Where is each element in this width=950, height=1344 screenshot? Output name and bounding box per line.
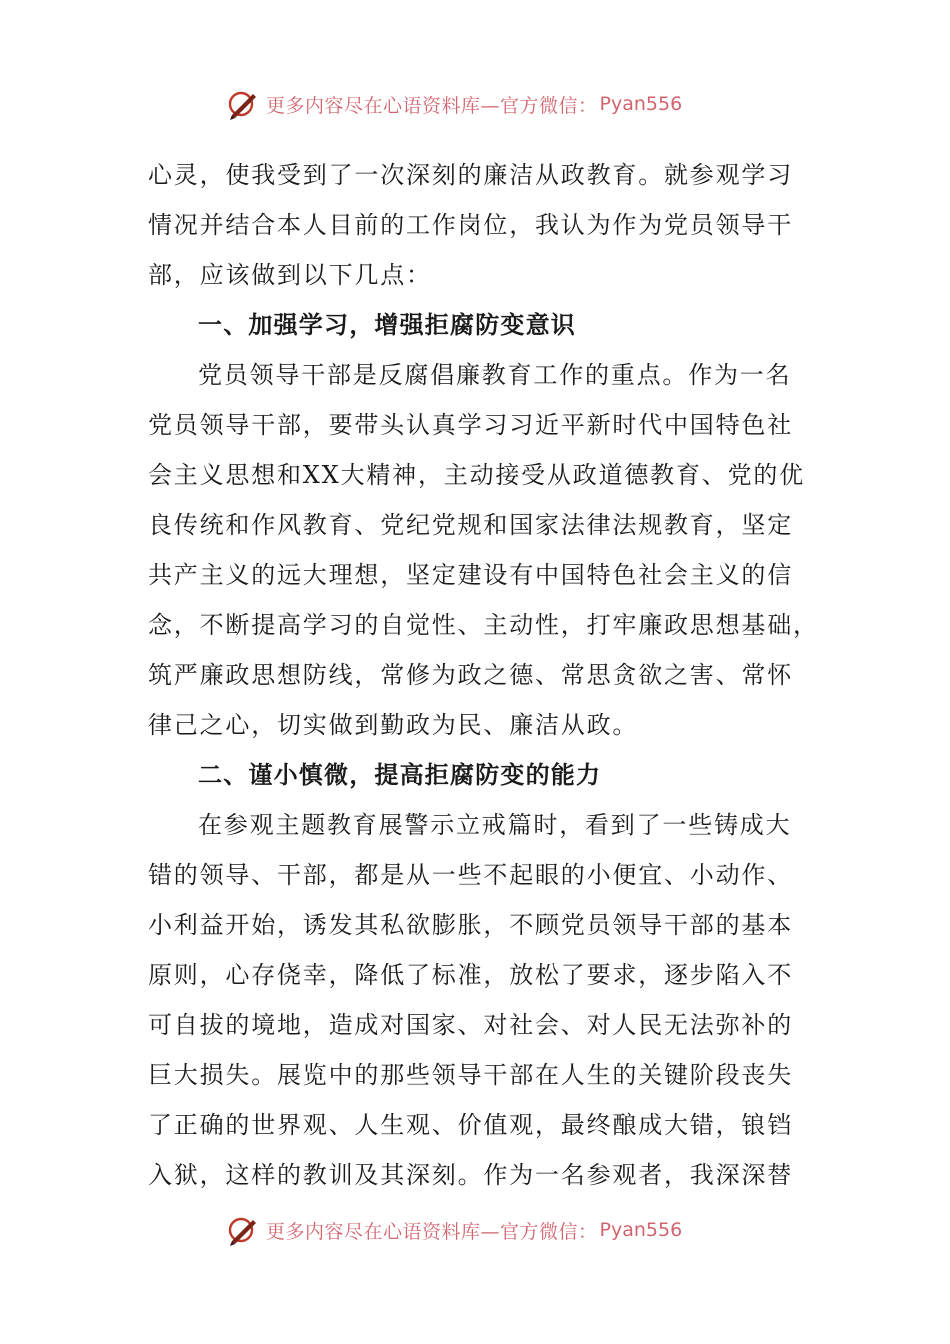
paragraph-line: 入狱，这样的教训及其深刻。作为一名参观者，我深深替: [148, 1161, 793, 1189]
paragraph-line: 在参观主题教育展警示立戒篇时，看到了一些铸成大: [198, 811, 792, 839]
document-body: [148, 150, 819, 1200]
pen-logo-icon: [226, 87, 260, 121]
banner-wechat-handle: Pyan556: [599, 93, 683, 115]
paragraph-line: 原则，心存侥幸，降低了标准，放松了要求，逐步陷入不: [148, 961, 793, 989]
paragraph-line: 小利益开始，诱发其私欲膨胀，不顾党员领导干部的基本: [148, 911, 793, 939]
banner-wechat-handle: Pyan556: [599, 1219, 683, 1241]
banner-text: 更多内容尽在心语资料库—官方微信：: [266, 1220, 598, 1243]
paragraph-line: 了正确的世界观、人生观、价值观，最终酿成大错，锒铛: [148, 1111, 793, 1139]
paragraph-line: 部，应该做到以下几点：: [148, 261, 432, 289]
paragraph-line: 党员领导干部，要带头认真学习习近平新时代中国特色社: [148, 411, 793, 439]
paragraph-line: 共产主义的远大理想，坚定建设有中国特色社会主义的信: [148, 561, 793, 589]
section-heading-2: 二、谨小慎微，提高拒腐防变的能力: [198, 761, 602, 789]
paragraph-line: 律己之心，切实做到勤政为民、廉洁从政。: [148, 711, 639, 739]
paragraph-line: 情况并结合本人目前的工作岗位，我认为作为党员领导干: [148, 211, 793, 239]
footer-banner: [226, 1212, 726, 1248]
pen-logo-icon: [226, 1213, 260, 1247]
header-banner: [226, 86, 726, 122]
paragraph-line: 筑严廉政思想防线，常修为政之德、常思贪欲之害、常怀: [148, 661, 793, 689]
paragraph-line: 错的领导、干部，都是从一些不起眼的小便宜、小动作、: [148, 861, 793, 889]
paragraph-line: 会主义思想和XX大精神，主动接受从政道德教育、党的优: [148, 461, 805, 489]
banner-text: 更多内容尽在心语资料库—官方微信：: [266, 94, 598, 117]
paragraph-line: 党员领导干部是反腐倡廉教育工作的重点。作为一名: [198, 361, 792, 389]
paragraph-line: 心灵，使我受到了一次深刻的廉洁从政教育。就参观学习: [148, 161, 793, 189]
paragraph-line: 可自拔的境地，造成对国家、对社会、对人民无法弥补的: [148, 1011, 793, 1039]
section-heading-1: 一、加强学习，增强拒腐防变意识: [198, 311, 576, 339]
paragraph-line: 念，不断提高学习的自觉性、主动性，打牢廉政思想基础，: [148, 611, 819, 639]
paragraph-line: 良传统和作风教育、党纪党规和国家法律法规教育，坚定: [148, 511, 793, 539]
paragraph-line: 巨大损失。展览中的那些领导干部在人生的关键阶段丧失: [148, 1061, 793, 1089]
